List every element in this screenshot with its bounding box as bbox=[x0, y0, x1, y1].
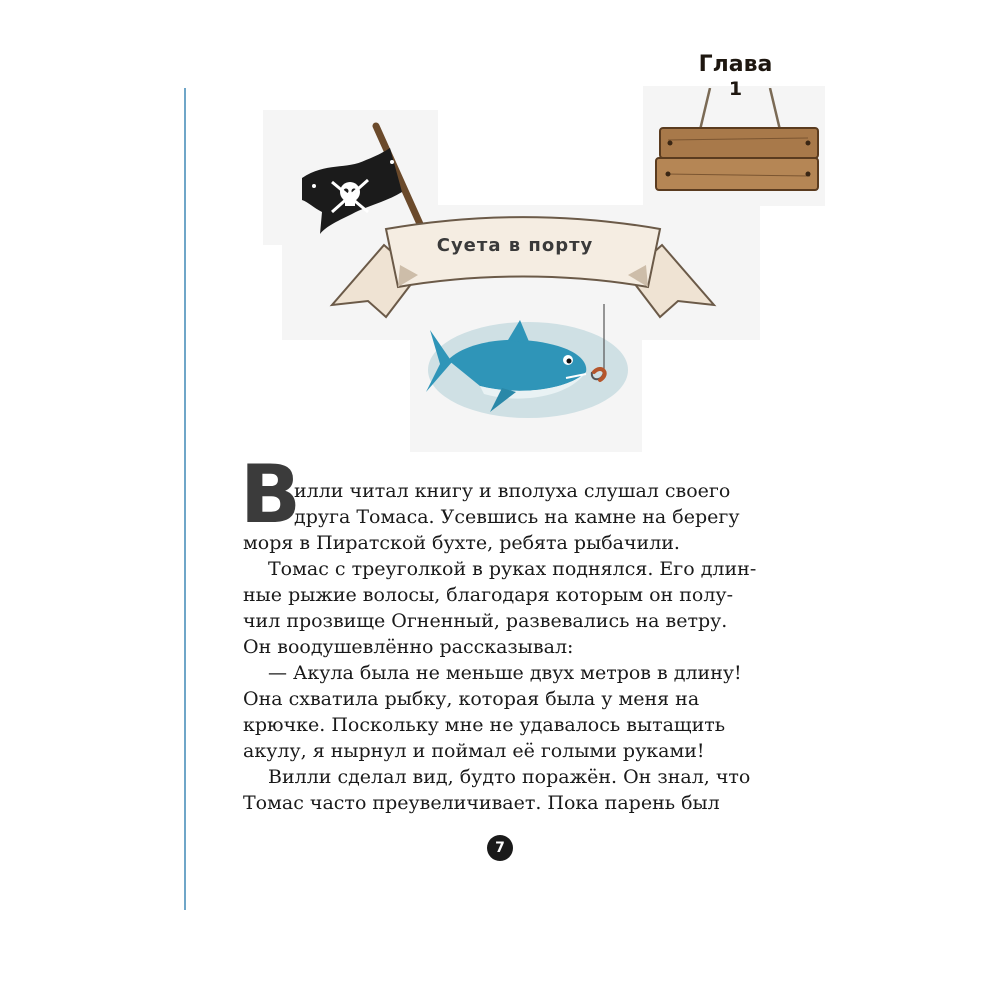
text-line: — Акула была не меньше двух метров в длину! bbox=[268, 662, 742, 684]
text-line: илли читал книгу и вполуха слушал своего bbox=[294, 480, 731, 502]
text-line: Он воодушевлённо рассказывал: bbox=[243, 636, 574, 658]
text-line: друга Томаса. Усевшись на камне на берегу bbox=[294, 506, 740, 528]
text-line: Вилли сделал вид, будто поражён. Он знал, что bbox=[268, 766, 751, 788]
text-line: Томас с треуголкой в руках поднялся. Его длин- bbox=[268, 558, 757, 580]
chapter-title: Суета в порту bbox=[436, 235, 594, 256]
shark-icon bbox=[418, 300, 638, 430]
text-line: акулу, я нырнул и поймал её голыми руками! bbox=[243, 740, 705, 762]
page-edge-line bbox=[184, 88, 186, 910]
text-line: чил прозвище Огненный, развевались на ветру. bbox=[243, 610, 728, 632]
text-line: Она схватила рыбку, которая была у меня на bbox=[243, 688, 700, 710]
drop-cap: В bbox=[240, 448, 301, 541]
text-line: ные рыжие волосы, благодаря которым он полу- bbox=[243, 584, 733, 606]
text-line: Томас часто преувеличивает. Пока парень был bbox=[243, 792, 720, 814]
wooden-sign-icon bbox=[648, 88, 823, 203]
chapter-sign-number: 1 bbox=[728, 78, 743, 100]
text-line: моря в Пиратской бухте, ребята рыбачили. bbox=[243, 532, 680, 554]
page-number: 7 bbox=[487, 835, 513, 861]
text-line: крючке. Поскольку мне не удавалось вытащить bbox=[243, 714, 726, 736]
chapter-sign-title: Глава bbox=[698, 52, 773, 77]
